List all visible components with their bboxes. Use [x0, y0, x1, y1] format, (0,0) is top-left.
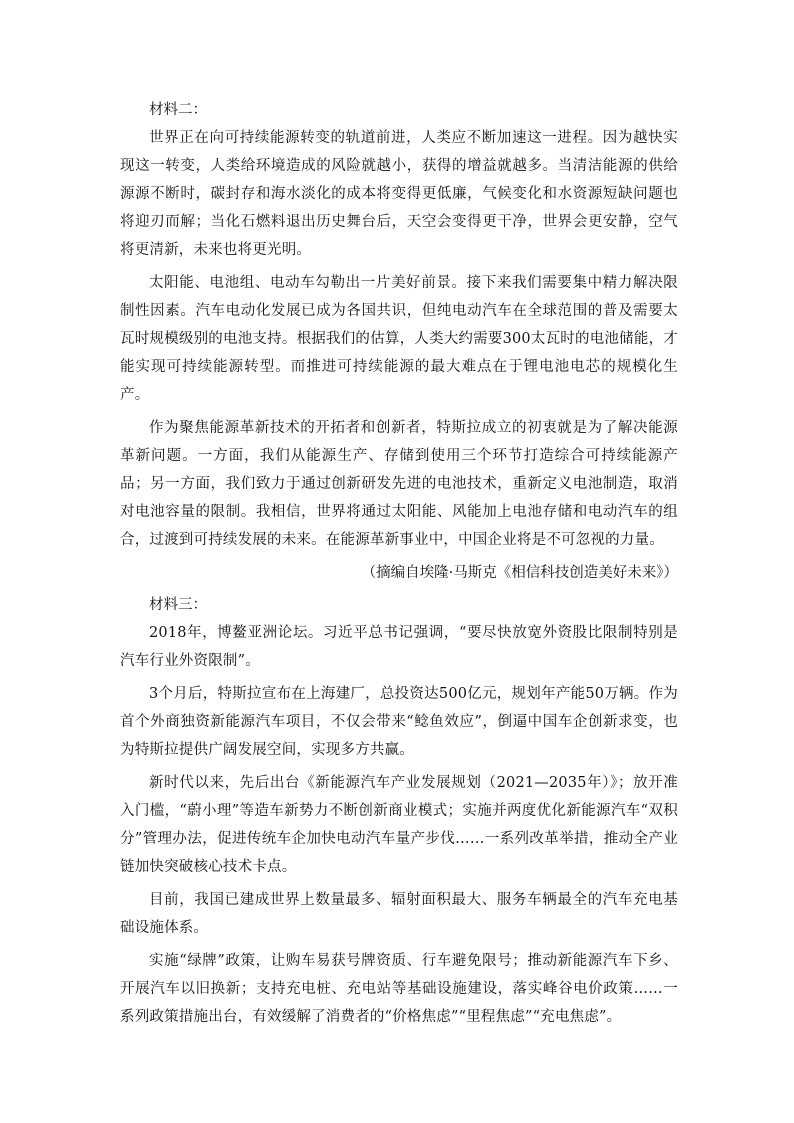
- material-3-paragraph-4: 目前，我国已建成世界上数量最多、辐射面积最大、服务车辆最全的汽车充电基础设施体系。: [120, 892, 678, 936]
- material-3-paragraph-5: 实施“绿牌”政策，让购车易获号牌资质、行车避免限号；推动新能源汽车下乡、开展汽车以旧换新；支持充电桩、充电站等基础设施建设，落实峰谷电价政策……一系列政策措施出台，有效缓解了消费者的“价格焦虑”“里程焦虑”“充电焦虑”。: [120, 953, 678, 1025]
- material-3-paragraph-2: 3个月后，特斯拉宣布在上海建厂，总投资达500亿元，规划年产能50万辆。作为首个外商独资新能源汽车项目，不仅会带来“鲶鱼效应”，倒逼中国车企创新求变，也为特斯拉提供广阔发展空间，实现多方共赢。: [120, 686, 678, 758]
- material-3-label: 材料三：: [149, 597, 207, 613]
- material-3-paragraph-1: 2018年，博鳌亚洲论坛。习近平总书记强调，“要尽快放宽外资股比限制特别是汽车行业外资限制”。: [120, 625, 678, 669]
- material-2-paragraph-2: 太阳能、电池组、电动车勾勒出一片美好前景。接下来我们需要集中精力解决限制性因素。汽车电动化发展已成为各国共识，但纯电动汽车在全球范围的普及需要太瓦时规模级别的电池支持。根据我们的估算，人类大约需要300太瓦时的电池储能，才能实现可持续能源转型。而推进可持续能源的最大难点在于锂电池电芯的规模化生产。: [120, 275, 678, 403]
- material-2-paragraph-1: 世界正在向可持续能源转变的轨道前进，人类应不断加速这一进程。因为越快实现这一转变，人类给环境造成的风险就越小，获得的增益就越多。当清洁能源的供给源源不断时，碳封存和海水淡化的成本将变得更低廉，气候变化和水资源短缺问题也将迎刃而解；当化石燃料退出历史舞台后，天空会变得更干净，世界会更安静，空气将更清新，未来也将更光明。: [120, 130, 678, 258]
- document-page: [120, 96, 678, 1036]
- material-2-source: （摘编自埃隆·马斯克《相信科技创造美好未来》）: [361, 565, 678, 581]
- material-2-paragraph-3: 作为聚焦能源革新技术的开拓者和创新者，特斯拉成立的初衷就是为了解决能源革新问题。一方面，我们从能源生产、存储到使用三个环节打造综合可持续能源产品；另一方面，我们致力于通过创新研发先进的电池技术，重新定义电池制造，取消对电池容量的限制。我相信，世界将通过太阳能、风能加上电池存储和电动汽车的组合，过渡到可持续发展的未来。在能源革新事业中，中国企业将是不可忽视的力量。: [120, 420, 678, 548]
- material-3-paragraph-3: 新时代以来，先后出台《新能源汽车产业发展规划（2021—2035年）》；放开准入门槛，“蔚小理”等造车新势力不断创新商业模式；实施并两度优化新能源汽车“双积分”管理办法，促进传统车企加快电动汽车量产步伐……一系列改革举措，推动全产业链加快突破核心技术卡点。: [120, 775, 678, 875]
- material-2-label: 材料二：: [149, 102, 207, 118]
